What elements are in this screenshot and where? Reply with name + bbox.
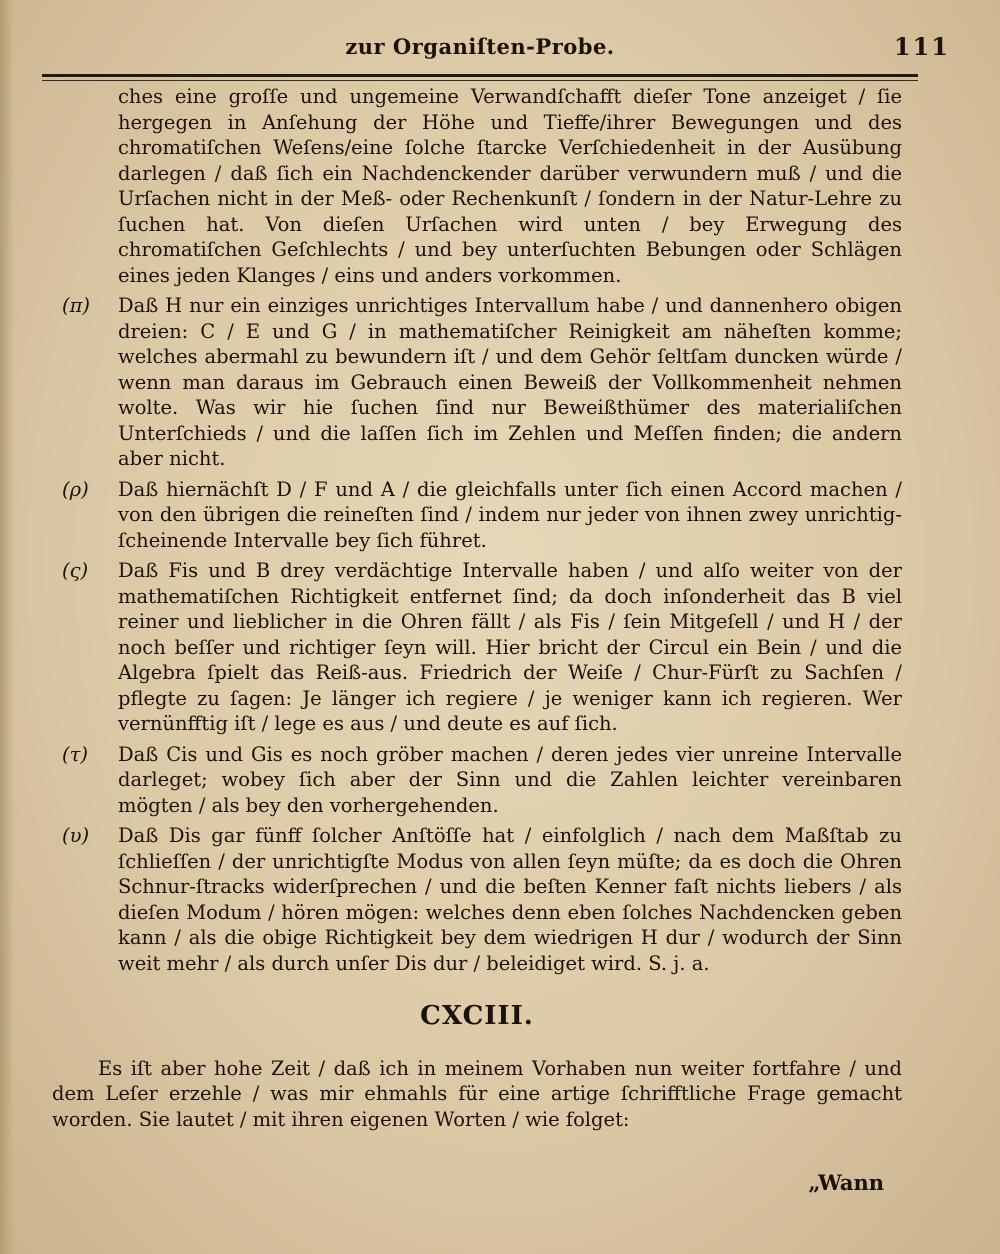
header-rule-thin — [42, 80, 918, 81]
footnote-marker: (ς) — [62, 559, 89, 582]
footnote-rho — [52, 477, 902, 554]
footnote-upsilon — [52, 823, 902, 976]
body-text — [52, 84, 902, 1196]
paragraph-text: Daß Dis gar fünff ſolcher Anſtöſſe hat / einfolglich / nach dem Maßſtab zu ſchlieſſen / der unrichtigſte Modus von allen ſeyn müſte; da es doch die Ohren Schnur-ſtracks widerſprechen / und die beſten Kenner faſt nichts liebers / als dieſen Modum / hören mögen: welches denn eben ſolches Nachdencken geben kann / als die obige Richtigkeit bey dem wiedrigen H dur / wodurch der Sinn weit mehr / als durch unſer Dis dur / beleidiget wird. S. j. a. — [118, 824, 902, 975]
page-edge-shadow — [0, 0, 14, 1254]
footnote-marker: (ρ) — [62, 477, 89, 501]
paragraph-text: Daß H nur ein einziges unrichtiges Intervallum habe / und dannenhero obigen dreien: C / E und G / in mathematiſcher Reinigkeit am näheſten komme; welches abermahl zu bewundern iſt / und dem Gehör ſeltſam duncken würde / wenn man daraus im Gebrauch einen Beweiß der Vollkommenheit nehmen wolte. Was wir hie ſuchen ſind nur Beweißthümer des materialiſchen Unterſchieds / und die laſſen ſich im Zehlen und Meſſen finden; die andern aber nicht. — [118, 294, 902, 470]
footnote-marker: (τ) — [62, 742, 89, 766]
paragraph-continuation — [52, 84, 902, 288]
running-title: zur Organiſten-Probe. — [345, 34, 615, 59]
footnote-marker: (υ) — [62, 824, 90, 847]
footnote-sigma — [52, 558, 902, 737]
page-header — [50, 30, 950, 76]
paragraph-text: Daß hiernächſt D / F und A / die gleichfalls unter ſich einen Accord machen / von den übrigen die reineſten ſind / indem nur jeder von ihnen zwey unrichtig-ſcheinende Intervalle bey ſich führet. — [118, 477, 902, 552]
catchword: „Wann — [808, 1170, 884, 1195]
footnote-tau — [52, 742, 902, 819]
footnote-pi — [52, 293, 902, 472]
page-number: 111 — [893, 32, 950, 61]
header-rule — [42, 74, 918, 77]
section-heading: CXCIII. — [420, 1001, 534, 1031]
paragraph-text: Daß Cis und Gis es noch gröber machen / deren jedes vier unreine Intervalle darleget; wobey ſich aber der Sinn und die Zahlen leichter vereinbaren mögten / als bey den vorhergehenden. — [118, 742, 902, 817]
paragraph-text: Daß Fis und B drey verdächtige Intervalle haben / und alſo weiter von der mathematiſchen Richtigkeit entfernet ſind; da doch inſonderheit das B viel reiner und lieblicher in die Ohren fällt / als Fis / ſein Mitgeſell / und H / der noch beſſer und richtiger ſeyn will. Hier bricht der Circul ein Bein / und die Algebra ſpielt das Reiß-aus. Friedrich der Weiſe / Chur-Fürſt zu Sachſen / pflegte zu ſagen: Je länger ich regiere / je weniger kann ich regieren. Wer vernünfftig iſt / lege es aus / und deute es auf ſich. — [118, 559, 902, 735]
closing-paragraph: Es iſt aber hohe Zeit / daß ich in meinem Vorhaben nun weiter fortfahre / und dem Leſer erzehle / was mir ehmahls für eine artige ſchrifftliche Frage gemacht worden. Sie lautet / mit ihren eigenen Worten / wie folget: — [52, 1056, 902, 1131]
footnote-marker: (π) — [62, 294, 91, 317]
paragraph-text: ches eine groſſe und ungemeine Verwandſchafft dieſer Tone anzeiget / ſie hergegen in Anſehung der Höhe und Tieffe/ihrer Bewegungen und des chromatiſchen Weſens/eine ſolche ſtarcke Verſchiedenheit in der Ausübung darlegen / daß ſich ein Nachdenckender darüber verwundern muß / und die Urſachen nicht in der Meß- oder Rechenkunſt / ſondern in der Natur-Lehre zu ſuchen hat. Von dieſen Urſachen wird unten / bey Erwegung des chromatiſchen Geſchlechts / und bey unterſuchten Bebungen oder Schlägen eines jeden Klanges / eins und anders vorkommen. — [118, 85, 902, 287]
